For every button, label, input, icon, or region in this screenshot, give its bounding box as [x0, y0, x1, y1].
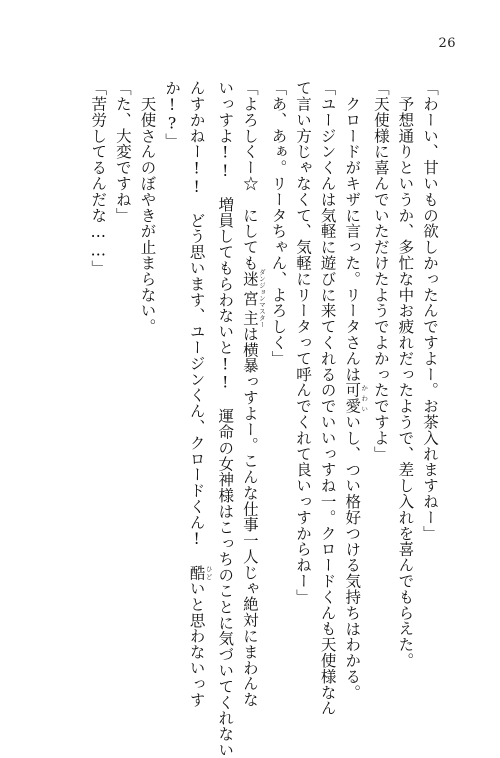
- text-line-10-lead: んすかねー!! どう思います、ユージンくん、クロードくん!: [187, 80, 206, 565]
- ruby-dungeon-master-base: 迷宮主: [240, 269, 259, 328]
- ruby-hidoi-reading: ひど: [204, 564, 213, 581]
- text-line-4-tail: いし、つい格好つける気持ちはわかる。: [343, 413, 362, 701]
- text-line-2: 予想通りというか、多忙な中お疲れだったようで、差し入れを喜んでもらえた。: [396, 80, 415, 669]
- text-line-4-lead: クロードがキザに言った。リータさんは: [343, 80, 362, 383]
- text-line-4: [340, 80, 369, 701]
- text-line-5: 「ユージンくんは気軽に遊びに来てくれるのでいいっすね一。クロードくんも天使様なん: [318, 80, 337, 716]
- ruby-hidoi-base: 酷: [187, 564, 206, 581]
- text-line-1: 「わーい、甘いもの欲しかったんですよー。お茶入れますねー」: [421, 80, 439, 542]
- text-line-10-tail: いと思わないっす: [187, 580, 206, 708]
- ruby-hidoi: [187, 564, 213, 581]
- text-line-6: て言い方じゃなくて、気軽にリータって呼んでくれて良いっすからねー」: [294, 80, 313, 605]
- vertical-text-body: [86, 80, 442, 758]
- text-line-9: いっすよ!! 増員してもらわないと!! 運命の女神様はこっちのことに気づいてくれない: [216, 80, 235, 758]
- page-number: 26: [438, 36, 456, 51]
- text-line-8: [237, 80, 266, 708]
- text-line-8-tail: は横暴っすよー。こんな仕事一人じゃ絶対にまわんな: [240, 325, 259, 708]
- ruby-dungeon-master-reading: ダンジョンマスター: [257, 269, 266, 328]
- text-line-7: 「あ、あぁ。リータちゃん、よろしく」: [269, 80, 288, 367]
- text-line-10: [184, 80, 213, 708]
- text-line-8-lead: 「よろしくー☆ にしても: [240, 80, 259, 271]
- ruby-kawaii-base: 可愛: [343, 382, 362, 414]
- text-line-3: 「天使様に喜んでいただけたようでよかったですよ」: [371, 80, 390, 462]
- ruby-kawaii: [343, 382, 369, 414]
- text-line-13: 「た、大変ですね」: [113, 80, 132, 224]
- ruby-dungeon-master: [240, 269, 266, 328]
- text-line-12: 天使さんのぼやきが止まらない。: [138, 80, 157, 335]
- text-line-14: 「苦労してるんだな……」: [89, 80, 108, 276]
- text-line-11: か!?」: [163, 80, 182, 149]
- ruby-kawaii-reading: かわい: [360, 382, 369, 414]
